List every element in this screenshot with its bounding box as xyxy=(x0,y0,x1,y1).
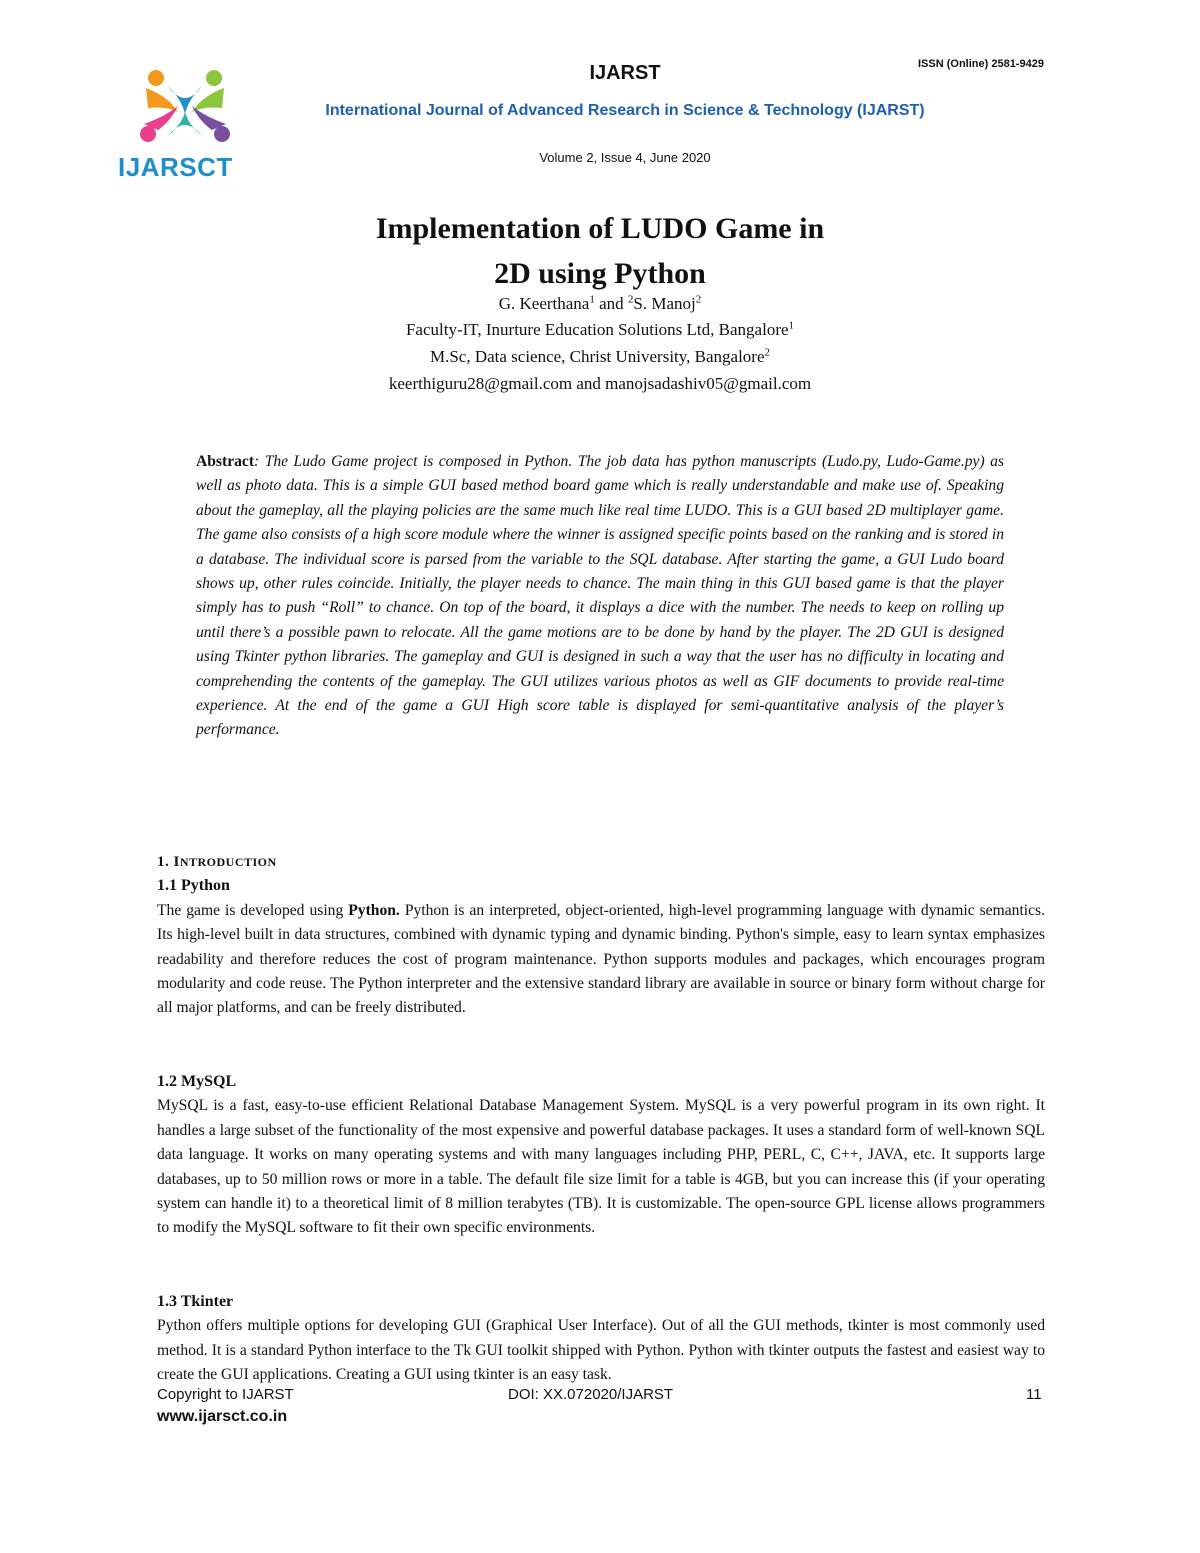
author-emails: keerthiguru28@gmail.com and manojsadashiv05@gmail.com xyxy=(388,374,812,393)
author-2: S. Manoj xyxy=(633,294,696,313)
python-intro-text: The game is developed using xyxy=(157,901,349,919)
author-line xyxy=(0,294,1200,314)
author-1-sup: 1 xyxy=(589,293,595,306)
section-mysql xyxy=(157,1070,1045,1241)
title-line-2: 2D using Python xyxy=(494,257,706,290)
footer-url-link[interactable]: www.ijarsct.co.in xyxy=(157,1408,288,1425)
paper-title xyxy=(0,206,1200,296)
heading-tkinter: 1.3 Tkinter xyxy=(157,1293,234,1310)
affiliation-1-sup: 1 xyxy=(788,319,795,332)
affiliation-2-sup: 2 xyxy=(764,346,771,359)
author-2-sup: 2 xyxy=(695,293,702,306)
logo-text: IJARSCT xyxy=(118,152,233,182)
abstract-label: Abstract xyxy=(196,453,255,470)
footer-doi: DOI: XX.072020/IJARST xyxy=(508,1386,674,1403)
author-1: G. Keerthana xyxy=(498,294,590,313)
section-introduction xyxy=(157,850,1045,1021)
paragraph-python xyxy=(157,899,1045,1021)
heading-mysql: 1.2 MySQL xyxy=(157,1073,237,1090)
paragraph-tkinter: Python offers multiple options for developing GUI (Graphical User Interface). Out of all the GUI methods, tkinter is most commonly used method. It is a standard Python interface to the Tk GUI toolkit shipped with Python. Python with tkinter outputs the fastest and easiest way to create the GUI applications. Creating a GUI using tkinter is an easy task. xyxy=(157,1317,1045,1384)
abstract-text: : The Ludo Game project is composed in Python. The job data has python manuscripts (Ludo.py, Ludo-Game.py) as well as photo data. This is a simple GUI based method board game which is really understandable and make use of. Speaking about the gameplay, all the playing policies are the same much like real time LUDO. This is a GUI based 2D multiplayer game. The game also consists of a high score module where the winner is assigned specific points based on the ranking and is stored in a database. The individual score is parsed from the variable to the SQL database. After starting the game, a GUI Ludo board shows up, other rules coincide. Initially, the player needs to chance. The main thing in this GUI based game is that the player simply has to push “Roll” to chance. On top of the board, it displays a dice with the number. The needs to keep on rolling up until there’s a possible pawn to relocate. All the game motions are to be done by hand by the player. The 2D GUI is designed using Tkinter python libraries. The gameplay and GUI is designed in such a way that the user has no difficulty in locating and comprehending the contents of the gameplay. The GUI utilizes various photos as well as GIF documents to provide real-time experience. At the end of the game a GUI High score table is displayed for semi-quantitative analysis of the player’s performance. xyxy=(196,453,1004,739)
python-bold-text: Python. xyxy=(348,901,400,919)
journal-name: International Journal of Advanced Research in Science & Technology (IJARST) xyxy=(325,102,925,119)
heading-introduction-number: 1. I xyxy=(157,854,180,870)
heading-python: 1.1 Python xyxy=(157,877,230,895)
page-number: 11 xyxy=(1026,1386,1042,1403)
affiliation-1 xyxy=(0,320,1200,340)
author-2-pre-sup: 2 xyxy=(627,293,634,306)
abstract xyxy=(196,450,1004,743)
affiliation-2 xyxy=(0,347,1200,367)
section-tkinter xyxy=(157,1290,1045,1388)
title-line-1: Implementation of LUDO Game in xyxy=(375,212,825,245)
footer-copyright: Copyright to IJARST xyxy=(157,1386,294,1403)
journal-abbreviation: IJARST xyxy=(589,62,661,84)
affiliation-1-text: Faculty-IT, Inurture Education Solutions Ltd, Bangalore xyxy=(405,320,789,339)
heading-introduction-rest: NTRODUCTION xyxy=(179,855,277,869)
python-body-text: Python is an interpreted, object-oriented, high-level programming language with dynamic semantics. Its high-level built in data structures, combined with dynamic typing and dynamic binding. Python's simple, easy to learn syntax emphasizes readability and therefore reduces the cost of program maintenance. Python supports modules and packages, which encourages program modularity and code reuse. The Python interpreter and the extensive standard library are available in source or binary form without charge for all major platforms, and can be freely distributed. xyxy=(157,901,1045,1017)
paragraph-mysql: MySQL is a fast, easy-to-use efficient Relational Database Management System. MySQL is a very powerful program in its own right. It handles a large subset of the functionality of the most expensive and powerful database packages. It uses a standard form of well-known SQL data language. It works on many operating systems and with many languages including PHP, PERL, C, C++, JAVA, etc. It supports large databases, up to 50 million rows or more in a table. The default file size limit for a table is 4GB, but you can increase this (if your operating system can handle it) to a theoretical limit of 8 million terabytes (TB). It is customizable. The open-source GPL license allows programmers to modify the MySQL software to fit their own specific environments. xyxy=(157,1097,1045,1237)
heading-introduction xyxy=(157,850,1045,874)
volume-issue: Volume 2, Issue 4, June 2020 xyxy=(539,150,711,165)
author-separator: and xyxy=(594,294,628,313)
affiliation-2-text: M.Sc, Data science, Christ University, Bangalore xyxy=(429,347,765,366)
issn: ISSN (Online) 2581-9429 xyxy=(918,58,1044,70)
